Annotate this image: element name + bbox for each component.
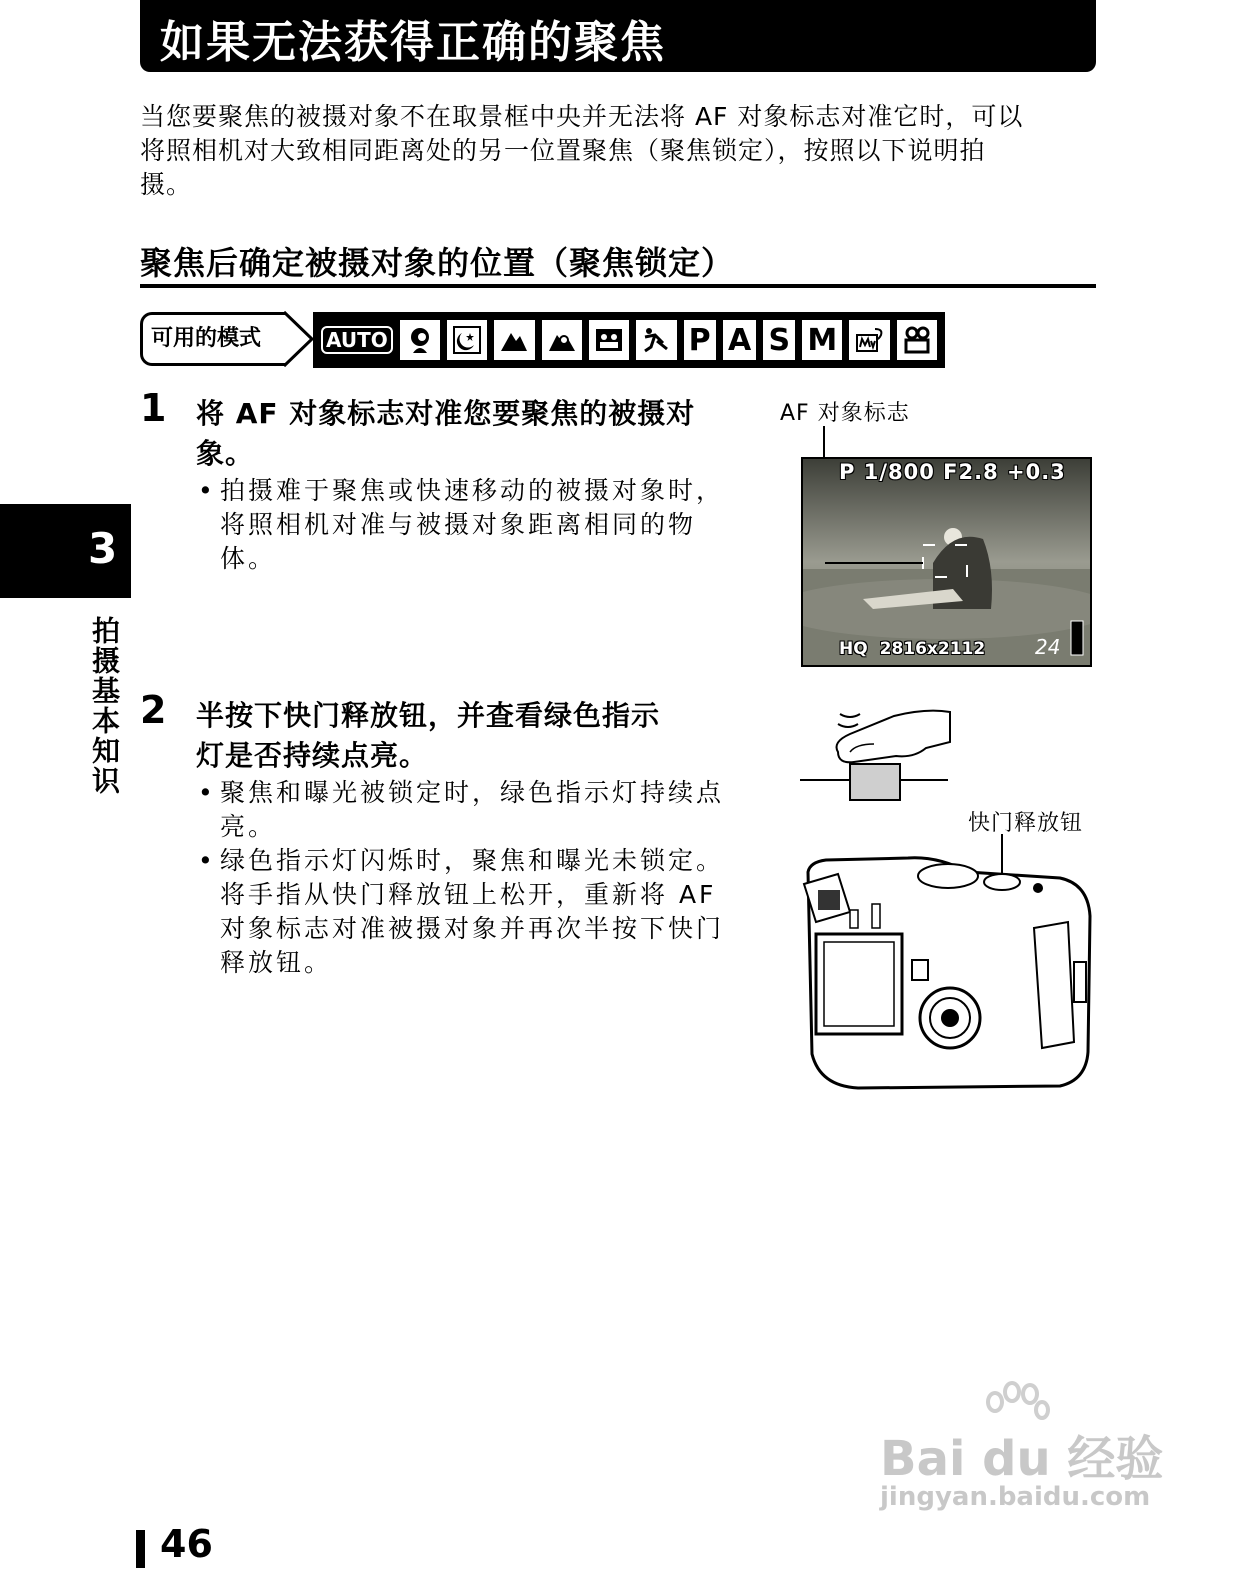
landscape-portrait-mode-icon: [540, 318, 584, 362]
available-modes-label: 可用的模式: [140, 312, 286, 366]
baidu-watermark-url: jingyan.baidu.com: [880, 1482, 1151, 1512]
baidu-watermark-logo: Bai du 经验: [880, 1431, 1164, 1487]
lcd-exposure-readout: P 1/800 F2.8 +0.3: [839, 460, 1066, 484]
section-title: 聚焦后确定被摄对象的位置（聚焦锁定）: [140, 244, 735, 282]
af-target-label: AF 对象标志: [780, 401, 910, 426]
step-number-2: 2: [140, 688, 167, 732]
mode-arrow-icon: [280, 310, 316, 368]
p-mode-icon: P: [682, 318, 718, 362]
sports-mode-icon: [634, 318, 678, 362]
intro-line: 摄。: [140, 170, 193, 199]
step-number-1: 1: [140, 386, 167, 430]
shutter-release-label: 快门释放钮: [968, 811, 1084, 836]
lcd-resolution: 2816x2112: [879, 639, 986, 659]
step-1-bullet: • 拍摄难于聚焦或快速移动的被摄对象时， 将照相机对准与被摄对象距离相同的物 体。: [198, 476, 725, 573]
night-portrait-mode-icon: [445, 318, 489, 362]
page-title: 如果无法获得正确的聚焦: [160, 17, 666, 68]
portrait-mode-icon: [398, 318, 442, 362]
my-mode-icon: [847, 318, 891, 362]
lcd-shot-count: 24: [1035, 635, 1061, 659]
step-2-bullet-2: • 绿色指示灯闪烁时，聚焦和曝光未锁定。 将手指从快门释放钮上松开，重新将 AF 对象标志对准被摄对象并再次半按下快门 释放钮。: [198, 846, 725, 977]
chapter-title: 拍摄基本知识: [88, 616, 121, 796]
intro-paragraph: [140, 100, 1100, 202]
landscape-mode-icon: [492, 318, 536, 362]
mode-icon-strip: [313, 312, 945, 368]
a-mode-icon: A: [721, 318, 759, 362]
page-title-bar: [140, 0, 1096, 72]
scene-mode-icon: [587, 318, 631, 362]
s-mode-icon: S: [761, 318, 797, 362]
page-number: 46: [160, 1522, 213, 1566]
lcd-screen-illustration: [801, 457, 1092, 667]
step-1-heading: 将 AF 对象标志对准您要聚焦的被摄对 象。: [196, 397, 696, 470]
chapter-number: 3: [88, 524, 118, 573]
intro-line: 当您要聚焦的被摄对象不在取景框中央并无法将 AF 对象标志对准它时，可以: [140, 102, 1024, 131]
baidu-paw-icon: [980, 1380, 1050, 1440]
page-number-bar: [136, 1530, 145, 1568]
half-press-illustration: [798, 700, 958, 802]
step-2-heading: 半按下快门释放钮，并查看绿色指示 灯是否持续点亮。: [196, 699, 661, 772]
intro-line: 将照相机对大致相同距离处的另一位置聚焦（聚焦锁定），按照以下说明拍: [140, 136, 986, 165]
lcd-image-info: [839, 639, 985, 659]
camera-illustration: [798, 832, 1094, 1098]
lcd-quality: HQ: [839, 639, 868, 659]
chapter-tab: [0, 504, 131, 598]
movie-mode-icon: [895, 318, 939, 362]
step-2-bullet-1: • 聚焦和曝光被锁定时，绿色指示灯持续点 亮。: [198, 778, 725, 841]
m-mode-icon: M: [800, 318, 844, 362]
section-divider: [140, 284, 1096, 288]
auto-mode-icon: AUTO: [319, 318, 395, 362]
